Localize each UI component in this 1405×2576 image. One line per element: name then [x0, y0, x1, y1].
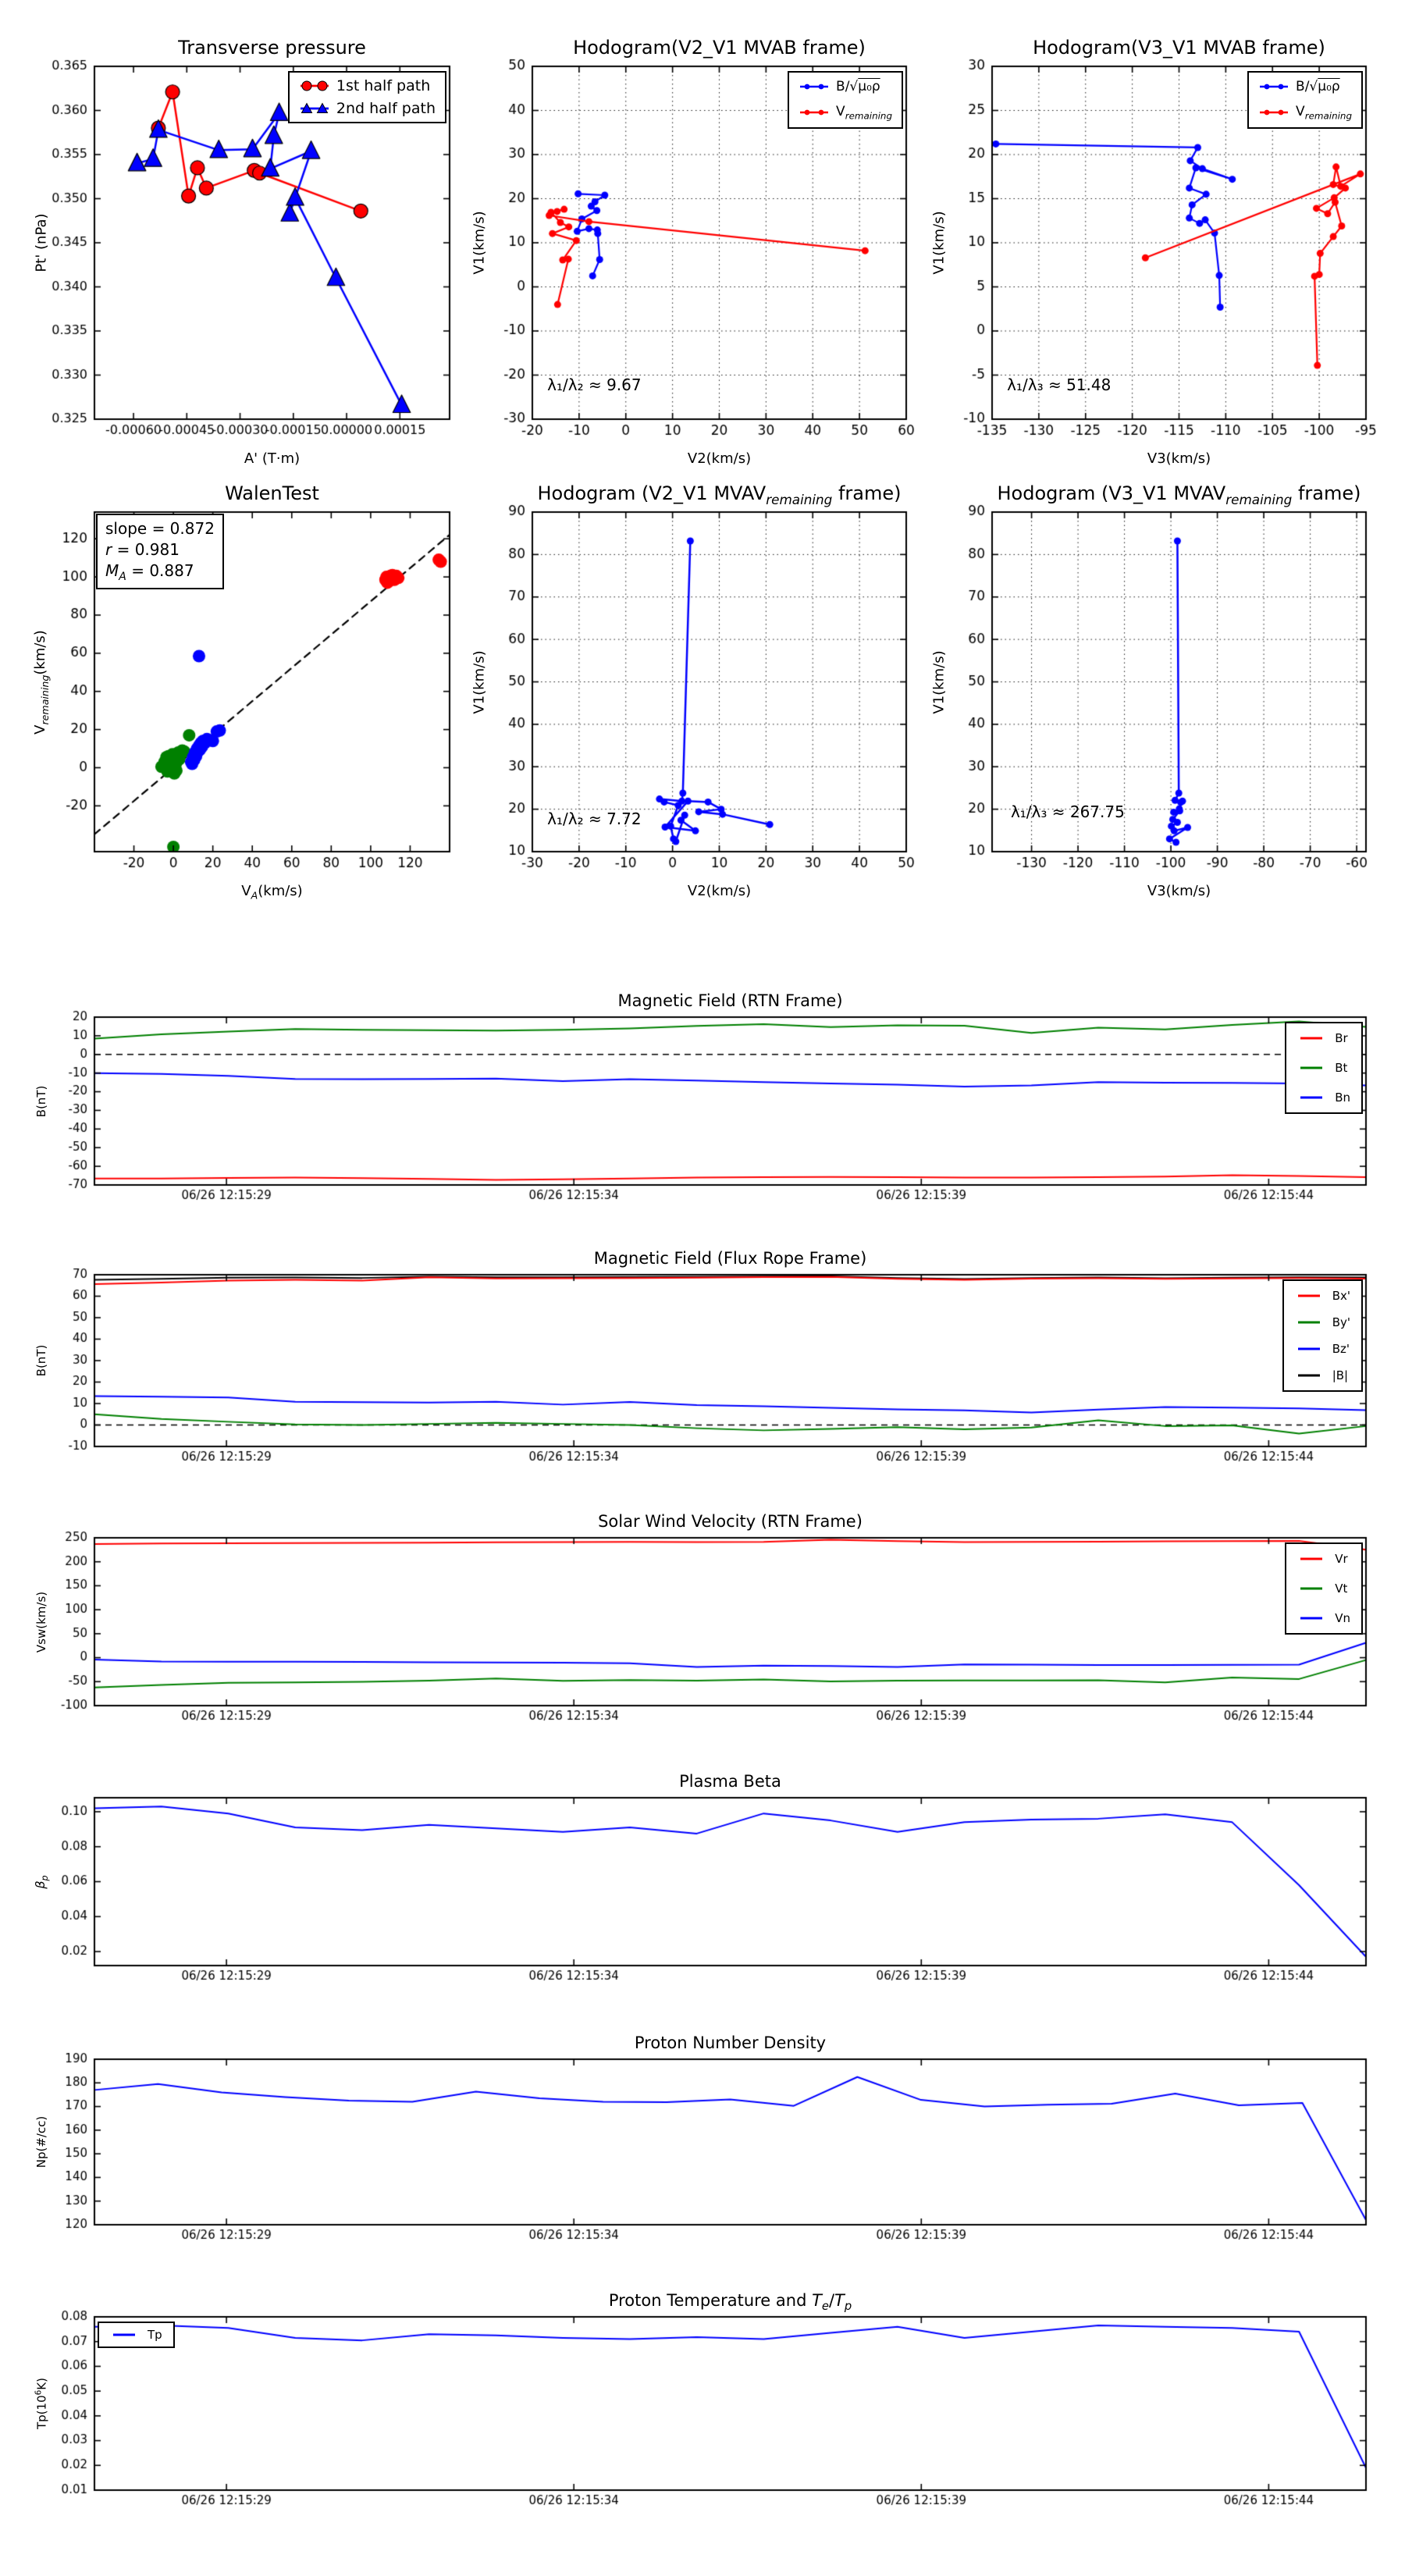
legend-swatch-line — [1297, 1553, 1329, 1565]
solar-wind-velocity-legend-label-2: Vn — [1335, 1611, 1350, 1625]
transverse-pressure-legend-label-1: 2nd half path — [336, 100, 436, 117]
transverse-pressure-legend-entry-1 — [299, 100, 436, 117]
legend-swatch-dot-line — [799, 80, 830, 93]
walen-test-stats-line-2: $M_A = 0.887$ — [105, 561, 194, 583]
transverse-pressure-xlabel: A' (T·m) — [244, 450, 301, 467]
legend-swatch-line — [1295, 1316, 1326, 1329]
magnetic-field-rtn-ylabel: B(nT) — [34, 1085, 48, 1117]
hodogram-v2v1-mvab-xlabel: V2(km/s) — [687, 450, 752, 467]
legend-swatch-line — [1297, 1612, 1329, 1624]
legend-swatch-line — [110, 2329, 141, 2341]
hodogram-v3v1-mvav-annotation: λ₁/λ₃ ≈ 267.75 — [1010, 802, 1125, 821]
hodogram-v2v1-mvav-ylabel: V1(km/s) — [471, 649, 488, 714]
hodogram-v2v1-mvab-title: Hodogram(V2_V1 MVAB frame) — [573, 37, 866, 59]
hodogram-v3v1-mvab-legend-label-1: $V_{remaining}$ — [1296, 104, 1352, 122]
magnetic-field-rtn-legend-label-1: Bt — [1335, 1061, 1348, 1075]
solar-wind-velocity-legend-entry-0 — [1297, 1552, 1350, 1566]
magnetic-field-flux-rope-legend-entry-0 — [1295, 1289, 1350, 1303]
hodogram-v2v1-mvav-title: Hodogram (V2_V1 $MVAV_{remaining}$ frame) — [537, 482, 902, 507]
magnetic-field-flux-rope-legend-label-2: Bz' — [1332, 1342, 1350, 1356]
legend-swatch-line — [1297, 1582, 1329, 1595]
magnetic-field-rtn-legend-label-0: Br — [1335, 1031, 1348, 1045]
magnetic-field-flux-rope-legend-entry-3 — [1295, 1368, 1350, 1382]
hodogram-v2v1-mvab-legend — [788, 71, 903, 129]
proton-number-density-title: Proton Number Density — [634, 2033, 827, 2052]
legend-swatch-dot-line — [1258, 80, 1289, 93]
hodogram-v3v1-mvab-ylabel: V1(km/s) — [930, 211, 948, 275]
magnetic-field-flux-rope-legend-entry-2 — [1295, 1342, 1350, 1356]
legend-swatch-dot-line — [799, 106, 830, 119]
legend-swatch-line — [1297, 1091, 1329, 1104]
proton-temperature-legend-label-0: Tp — [148, 2328, 162, 2342]
walen-test-stats-box — [96, 514, 224, 589]
legend-swatch-line — [1297, 1032, 1329, 1044]
proton-number-density-ylabel: Np(#/cc) — [34, 2115, 48, 2169]
walen-test-title: WalenTest — [225, 482, 319, 504]
magnetic-field-rtn-legend-entry-1 — [1297, 1061, 1350, 1075]
hodogram-v3v1-mvab-xlabel: V3(km/s) — [1147, 450, 1211, 467]
walen-test-ylabel: $V_{remaining}(km/s)$ — [32, 629, 51, 735]
solar-wind-velocity-legend-entry-2 — [1297, 1611, 1350, 1625]
hodogram-v3v1-mvav-xlabel: V3(km/s) — [1147, 883, 1211, 899]
proton-temperature-title: Proton Temperature and $T_e/T_p$ — [608, 2291, 852, 2314]
magnetic-field-flux-rope-legend-entry-1 — [1295, 1315, 1350, 1329]
walen-test-stats-line-1: r = 0.981 — [105, 540, 180, 559]
solar-wind-velocity-legend — [1285, 1542, 1363, 1635]
solar-wind-velocity-legend-entry-1 — [1297, 1582, 1350, 1596]
plasma-beta-title: Plasma Beta — [679, 1772, 781, 1791]
hodogram-v3v1-mvab-legend-entry-1 — [1258, 104, 1352, 121]
hodogram-v2v1-mvab-legend-entry-0 — [799, 79, 892, 94]
legend-swatch-dot-line — [1258, 106, 1289, 119]
hodogram-v2v1-mvab-legend-entry-1 — [799, 104, 892, 121]
magnetic-field-rtn-title: Magnetic Field (RTN Frame) — [617, 991, 843, 1010]
plasma-beta-ylabel: $\beta_p$ — [32, 1874, 51, 1889]
legend-swatch-line — [1295, 1290, 1326, 1302]
magnetic-field-flux-rope-ylabel: B(nT) — [34, 1344, 48, 1377]
magnetic-field-flux-rope-legend-label-3: |B| — [1332, 1368, 1349, 1382]
hodogram-v3v1-mvab-legend — [1247, 71, 1363, 129]
hodogram-v3v1-mvab-legend-entry-0 — [1258, 79, 1352, 94]
magnetic-field-rtn-legend-label-2: Bn — [1335, 1091, 1350, 1105]
hodogram-v2v1-mvav-annotation: λ₁/λ₂ ≈ 7.72 — [547, 809, 642, 828]
legend-swatch-circle-line — [299, 80, 330, 92]
solar-wind-velocity-ylabel: Vsw(km/s) — [34, 1591, 48, 1653]
transverse-pressure-legend — [288, 71, 446, 123]
hodogram-v2v1-mvab-legend-label-0: B/√μ₀ρ — [836, 79, 880, 94]
hodogram-v3v1-mvab-annotation: λ₁/λ₃ ≈ 51.48 — [1007, 375, 1112, 394]
legend-swatch-line — [1295, 1369, 1326, 1382]
transverse-pressure-ylabel: Pt' (nPa) — [33, 213, 50, 272]
hodogram-v3v1-mvab-title: Hodogram(V3_V1 MVAB frame) — [1033, 37, 1325, 59]
solar-wind-velocity-legend-label-0: Vr — [1335, 1552, 1348, 1566]
hodogram-v3v1-mvav-ylabel: V1(km/s) — [930, 649, 948, 714]
legend-swatch-tri-line — [299, 102, 330, 115]
magnetic-field-flux-rope-legend-label-0: Bx' — [1332, 1289, 1350, 1303]
magnetic-field-flux-rope-title: Magnetic Field (Flux Rope Frame) — [593, 1249, 867, 1268]
transverse-pressure-legend-label-0: 1st half path — [336, 77, 431, 94]
magnetic-field-flux-rope-legend — [1282, 1279, 1363, 1392]
magnetic-field-rtn-legend — [1285, 1022, 1363, 1114]
hodogram-v3v1-mvab-legend-label-0: B/√μ₀ρ — [1296, 79, 1340, 94]
walen-test-xlabel: $V_A(km/s)$ — [241, 883, 303, 902]
hodogram-v2v1-mvab-annotation: λ₁/λ₂ ≈ 9.67 — [547, 375, 642, 394]
transverse-pressure-legend-entry-0 — [299, 77, 436, 94]
transverse-pressure-title: Transverse pressure — [178, 37, 366, 59]
proton-temperature-legend — [98, 2322, 175, 2348]
walen-test-stats-line-0: slope = 0.872 — [105, 519, 215, 538]
magnetic-field-flux-rope-legend-label-1: By' — [1332, 1315, 1350, 1329]
solar-wind-velocity-legend-label-1: Vt — [1335, 1582, 1348, 1596]
proton-temperature-legend-entry-0 — [110, 2328, 162, 2342]
magnetic-field-rtn-legend-entry-0 — [1297, 1031, 1350, 1045]
legend-swatch-line — [1295, 1343, 1326, 1355]
hodogram-v3v1-mvav-title: Hodogram (V3_V1 $MVAV_{remaining}$ frame) — [997, 482, 1361, 507]
hodogram-v2v1-mvav-xlabel: V2(km/s) — [687, 883, 752, 899]
proton-temperature-ylabel: $Tp(10^6K)$ — [34, 2377, 49, 2430]
solar-wind-velocity-title: Solar Wind Velocity (RTN Frame) — [598, 1512, 863, 1531]
magnetic-field-rtn-legend-entry-2 — [1297, 1091, 1350, 1105]
hodogram-v2v1-mvab-legend-label-1: $V_{remaining}$ — [836, 104, 892, 122]
hodogram-v2v1-mvab-ylabel: V1(km/s) — [471, 211, 488, 275]
legend-swatch-line — [1297, 1062, 1329, 1074]
